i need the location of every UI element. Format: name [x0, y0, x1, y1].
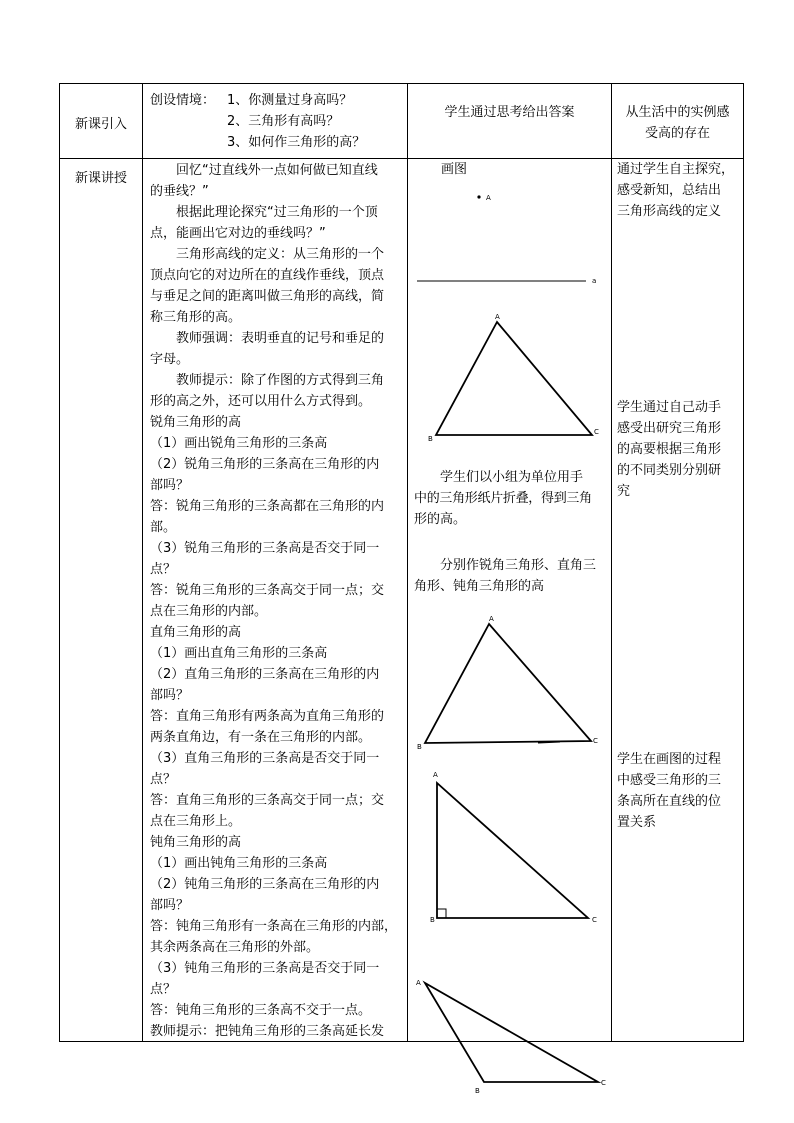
purpose-line: 从生活中的实例感 [625, 105, 730, 120]
lesson-line: 部吗？ [150, 688, 190, 703]
row2-section-label: 新课讲授 [74, 171, 127, 186]
question-1: 1、你测量过身高吗？ [227, 93, 353, 108]
purpose-line: 感受出研究三角形 [617, 421, 722, 436]
draw-types-line: 角形、钝角三角形的高 [414, 579, 545, 594]
lesson-line: （1）画出直角三角形的三条高 [150, 646, 328, 661]
purpose-line: 究 [617, 484, 631, 499]
tri3-label-c: C [592, 916, 597, 924]
point-a-label: A [486, 194, 491, 202]
lesson-line: 点？ [150, 982, 177, 997]
lesson-line: 部吗？ [150, 478, 190, 493]
lesson-line: 锐角三角形的高 [150, 415, 242, 430]
tri4-label-c: C [601, 1079, 606, 1087]
lesson-line: 答：直角三角形有两条高为直角三角形的 [150, 709, 385, 724]
lesson-line: 与垂足之间的距离叫做三角形的高线，简 [150, 289, 385, 304]
acute-triangle-1 [436, 322, 592, 435]
purpose-line: 置关系 [617, 815, 657, 830]
question-3: 3、如何作三角形的高？ [227, 135, 366, 150]
purpose-line: 受高的存在 [644, 126, 710, 141]
purpose-line: 的不同类别分别研 [617, 463, 722, 478]
tri2-label-b: B [417, 743, 422, 751]
lesson-line: 点在三角形的内部。 [150, 604, 268, 619]
fold-line: 形的高。 [414, 512, 467, 527]
purpose-line: 三角形高线的定义 [617, 204, 722, 219]
draw-label: 画图 [441, 162, 468, 177]
lesson-line: 三角形高线的定义：从三角形的一个 [176, 247, 385, 262]
lesson-line: 部。 [150, 520, 177, 535]
tri3-label-a: A [433, 771, 438, 779]
row1-section-label: 新课引入 [74, 117, 127, 132]
purpose-line: 感受新知，总结出 [617, 183, 722, 198]
draw-types-line: 分别作锐角三角形、直角三 [440, 558, 597, 573]
lesson-line: （2）直角三角形的三条高在三角形的内 [150, 667, 380, 682]
lesson-line: （3）锐角三角形的三条高是否交于同一 [150, 541, 380, 556]
lesson-line: （1）画出钝角三角形的三条高 [150, 856, 328, 871]
purpose-line: 学生通过自己动手 [617, 400, 722, 415]
fold-line: 中的三角形纸片折叠，得到三角 [414, 491, 592, 506]
tri2-label-c: C [593, 737, 598, 745]
context-label: 创设情境： [150, 93, 216, 108]
obtuse-triangle [425, 983, 598, 1082]
lesson-line: 其余两条高在三角形的外部。 [150, 940, 320, 955]
lesson-line: （3）直角三角形的三条高是否交于同一 [150, 751, 380, 766]
question-2: 2、三角形有高吗？ [227, 114, 340, 129]
fold-line: 学生们以小组为单位用手 [440, 470, 584, 485]
tri4-label-b: B [475, 1087, 480, 1095]
lesson-line: 两条直角边，有一条在三角形的内部。 [150, 730, 372, 745]
purpose-line: 中感受三角形的三 [617, 773, 722, 788]
lesson-line: 答：锐角三角形的三条高都在三角形的内 [150, 499, 385, 514]
tri4-label-a: A [416, 979, 421, 987]
lesson-line: 称三角形的高。 [150, 310, 242, 325]
acute-triangle-2 [425, 624, 591, 743]
lesson-line: 点？ [150, 562, 177, 577]
lesson-line: 回忆“过直线外一点如何做已知直线 [176, 163, 378, 178]
lesson-line: 部吗？ [150, 898, 190, 913]
purpose-line: 通过学生自主探究， [617, 162, 735, 177]
tri2-label-a: A [489, 615, 494, 623]
lesson-line: （2）钝角三角形的三条高在三角形的内 [150, 877, 380, 892]
lesson-line: 根据此理论探究“过三角形的一个顶 [176, 205, 378, 220]
lesson-line: 答：钝角三角形的三条高不交于一点。 [150, 1003, 372, 1018]
tri1-label-c: C [594, 428, 599, 436]
lesson-line: 教师提示：除了作图的方式得到三角 [176, 373, 385, 388]
lesson-line: 点在三角形上。 [150, 814, 242, 829]
lesson-line: 点？ [150, 772, 177, 787]
lesson-line: 教师强调：表明垂直的记号和垂足的 [176, 331, 385, 346]
point-a-dot [477, 195, 480, 198]
lesson-line: 点，能画出它对边的垂线吗？” [150, 226, 326, 241]
lesson-line: （3）钝角三角形的三条高是否交于同一 [150, 961, 380, 976]
line-a-label: a [592, 277, 597, 285]
tri1-label-a: A [495, 313, 500, 321]
right-triangle [437, 783, 588, 918]
right-angle-mark [437, 909, 446, 918]
lesson-line: 字母。 [150, 352, 190, 367]
purpose-line: 的高要根据三角形 [617, 442, 722, 457]
purpose-line: 条高所在直线的位 [617, 794, 722, 809]
lesson-line: （2）锐角三角形的三条高在三角形的内 [150, 457, 380, 472]
lesson-line: 形的高之外，还可以用什么方式得到。 [150, 394, 372, 409]
lesson-line: 答：钝角三角形有一条高在三角形的内部， [150, 919, 398, 934]
lesson-line: 钝角三角形的高 [150, 835, 242, 850]
row1-student-activity: 学生通过思考给出答案 [444, 105, 575, 120]
lesson-line: 的垂线？” [150, 184, 209, 199]
lesson-line: 答：锐角三角形的三条高交于同一点；交 [150, 583, 385, 598]
lesson-line: （1）画出锐角三角形的三条高 [150, 436, 328, 451]
tri3-label-b: B [430, 916, 435, 924]
lesson-line: 顶点向它的对边所在的直线作垂线，顶点 [150, 268, 385, 283]
lesson-line: 教师提示：把钝角三角形的三条高延长发 [150, 1024, 385, 1039]
lesson-line: 答：直角三角形的三条高交于同一点；交 [150, 793, 385, 808]
purpose-line: 学生在画图的过程 [617, 752, 722, 767]
tri1-label-b: B [428, 435, 433, 443]
lesson-line: 直角三角形的高 [150, 625, 242, 640]
